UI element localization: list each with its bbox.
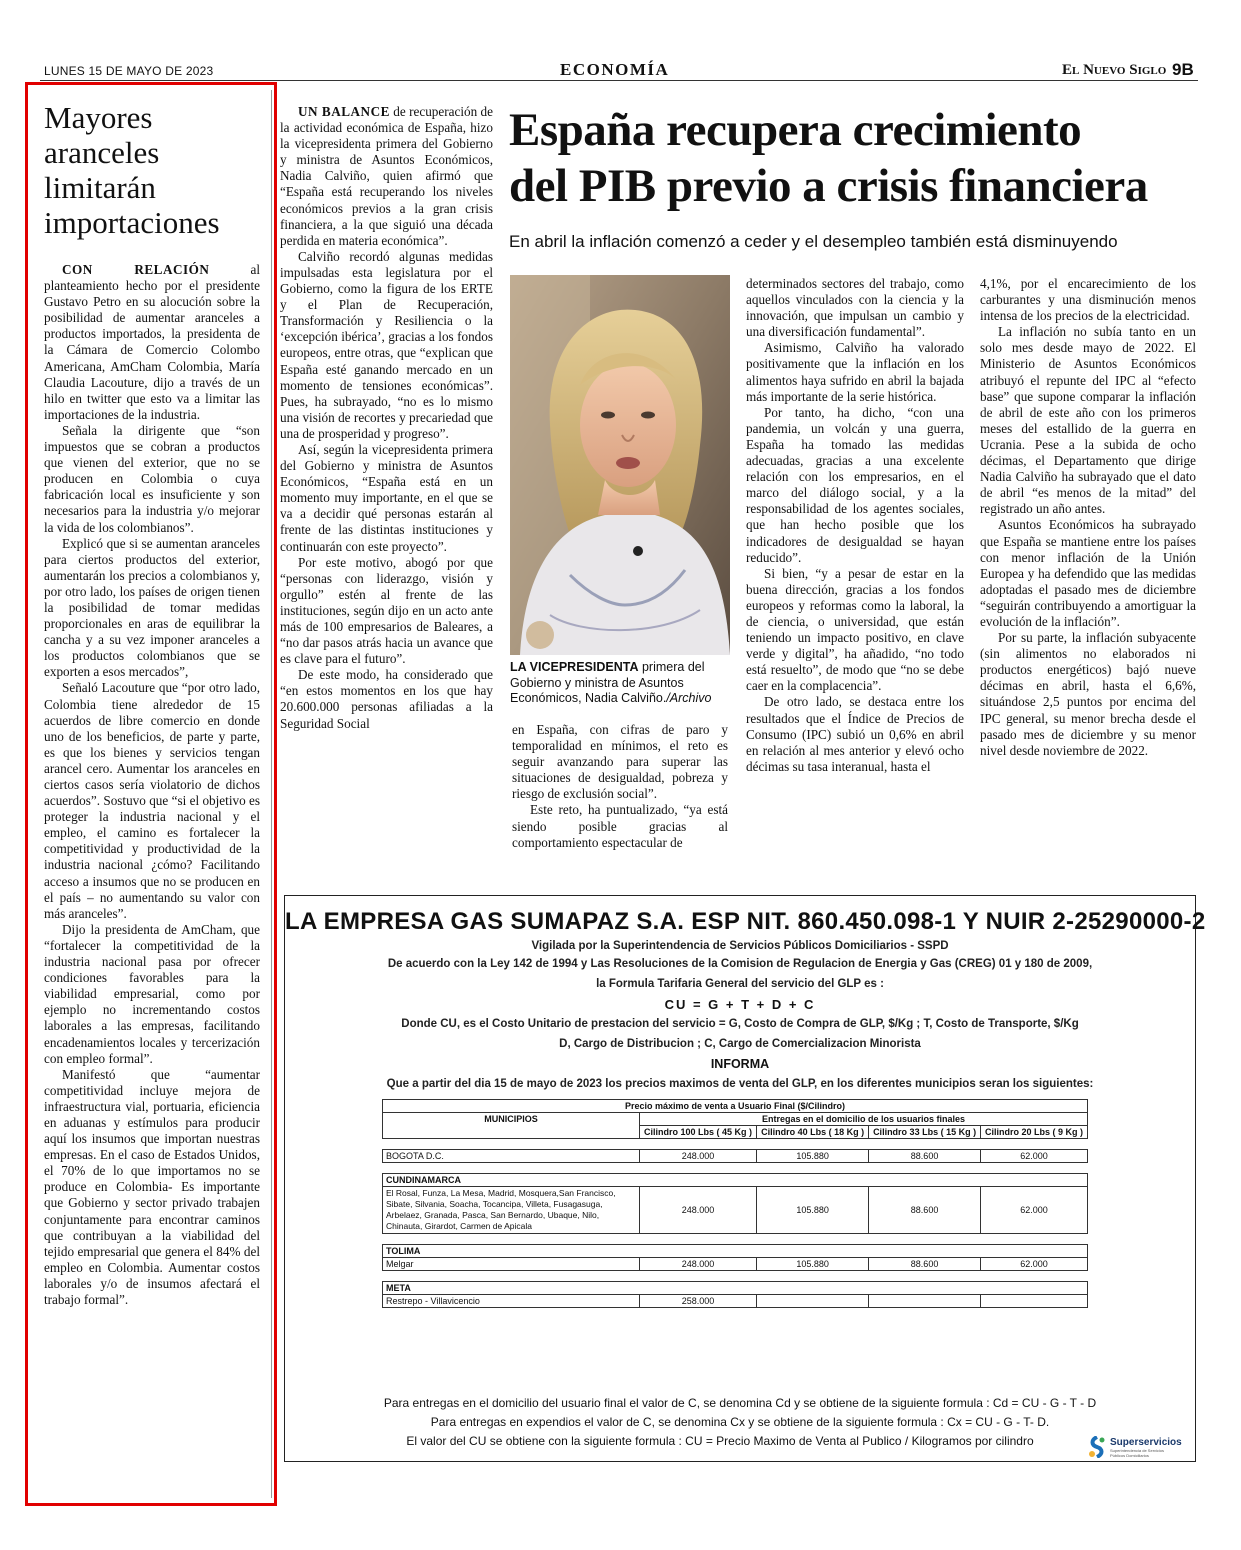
notice-line: la Formula Tarifaria General del servicio del GLP es :: [596, 978, 884, 990]
paragraph: Por su parte, la inflación subyacente (sin alimentos no elaborados ni productos energéticos) bajó nueve décimas en abril, hasta el 6,6%, situándose 2,5 puntos por encima del IPC general, su menor brecha desde el pasado mes de diciembre y su menor nivel desde noviembre de 2022.: [980, 630, 1196, 758]
paragraph: Por este motivo, abogó por que “personas con liderazgo, visión y orgullo” estén al frente de las instituciones, según dijo en un acto ante más de 100 empresarios de Baleares, a “no dar pasos atrás hacia un avance que es clave para el futuro”.: [280, 554, 493, 667]
column-divider: [271, 90, 272, 1498]
price-cell: 258.000: [640, 1295, 757, 1308]
notice-line: Vigilada por la Superintendencia de Servicios Públicos Domiciliarios - SSPD: [531, 940, 949, 952]
price-cell: [981, 1295, 1088, 1308]
caption-bold: LA VICEPRESIDENTA: [510, 660, 639, 674]
vicepresident-photo: [510, 275, 730, 655]
paragraph-text: al planteamiento hecho por el presidente Gustavo Petro en su alocución sobre la posibilidad de aumentar aranceles a productos importados, la presidenta de la Cámara de Comercio Colombo Americana, AmCham Colombia, María Claudia Lacouture, dijo a través de un hilo en twitter que esto va a limitar las importaciones de la industria.: [44, 262, 260, 422]
main-article-column-3: [746, 276, 964, 775]
logo-name: Superservicios: [1110, 1436, 1182, 1448]
informa-heading: INFORMA: [710, 1057, 770, 1071]
department-header: CUNDINAMARCA: [383, 1174, 1088, 1187]
price-cell: [869, 1295, 981, 1308]
notice-title: LA EMPRESA GAS SUMAPAZ S.A. ESP NIT. 860.450.098-1 Y NUIR 2-25290000-2: [285, 908, 1206, 935]
side-article-body: [44, 262, 260, 1308]
column-header-municipios: MUNICIPIOS: [383, 1113, 640, 1139]
table-row: [383, 1295, 1088, 1308]
paragraph: Señala la dirigente que “son impuestos que se cobran a productos que vienen del exterior, que no se producen en Colombia o cuya fabricación local es insuficiente y son necesarios para la industria y/o mejorar la vida de los colombianos”.: [44, 422, 260, 535]
paragraph: Explicó que si se aumentan aranceles para ciertos productos del exterior, aumentarán los precios a colombianos y, por otro lado, los países de origen tienen la posibilidad de tomar medidas proporcionales en aras de equilibrar la cancha y a su vez imponer aranceles a los productos colombianos que se exporten a esos mercados”,: [44, 535, 260, 680]
paragraph: determinados sectores del trabajo, como aquellos vinculados con la ciencia y la innovación, que impulsan un cambio y una diversificación fundamental”.: [746, 276, 964, 340]
title-line: importaciones: [44, 205, 220, 240]
table-caption: Precio máximo de venta a Usuario Final ($/Cilindro): [383, 1100, 1088, 1113]
municipio-cell: BOGOTA D.C.: [383, 1150, 640, 1163]
paragraph: Por tanto, ha dicho, “con una pandemia, un volcán y una guerra, España ha tomado las medidas adecuadas, gracias a una excelente relación con los empresarios, en el marco del diálogo social, y a la responsabilidad de los agentes sociales, que han hecho posible que los indicadores de desigualdad se hayan reducido”.: [746, 404, 964, 565]
paragraph: 4,1%, por el encarecimiento de los carburantes y una disminución menos intensa de los precios de la electricidad.: [980, 276, 1196, 324]
header-date: LUNES 15 DE MAYO DE 2023: [44, 64, 214, 78]
paragraph: De otro lado, se destaca entre los resultados que el Índice de Precios de Consumo (IPC) subió un 0,6% en abril en relación al mes anterior y elevó ocho décimas su tasa interanual, hasta el: [746, 694, 964, 774]
title-line: Mayores: [44, 100, 153, 135]
column-header: Cilindro 100 Lbs ( 45 Kg ): [640, 1126, 757, 1139]
price-cell: 88.600: [869, 1258, 981, 1271]
lead-in: CON RELACIÓN: [62, 262, 210, 277]
price-cell: 62.000: [981, 1150, 1088, 1163]
paragraph: [44, 262, 260, 423]
header-rule: [40, 80, 1198, 81]
price-cell: 248.000: [640, 1258, 757, 1271]
department-header: TOLIMA: [383, 1245, 1088, 1258]
title-line: aranceles: [44, 135, 160, 170]
column-header: Cilindro 20 Lbs ( 9 Kg ): [981, 1126, 1088, 1139]
municipio-cell: Melgar: [383, 1258, 640, 1271]
definition-line: D, Cargo de Distribucion ; C, Cargo de Comercializacion Minorista: [559, 1038, 921, 1050]
headline-line: del PIB previo a crisis financiera: [509, 160, 1148, 212]
price-cell: 88.600: [869, 1187, 981, 1234]
main-headline: [509, 102, 1199, 214]
paragraph: La inflación no subía tanto en un solo mes desde mayo de 2022. El Ministerio de Asuntos Económicos atribuyó el repunte del IPC al “efecto base” que supone comparar la inflación de abril de este año con los primeros meses del estallido de la guerra en Ucrania. Pese a la subida de ocho décimas, el Departamento que dirige Nadia Calviño ha subrayado que el dato de abril “es menos de la mitad” del registrado un año antes.: [980, 324, 1196, 517]
superservicios-logo: [1088, 1436, 1182, 1458]
paragraph: en España, con cifras de paro y temporalidad en mínimos, el reto es seguir avanzando para superar las situaciones de desigualdad, pobreza y riesgo de exclusión social”.: [512, 722, 728, 802]
price-cell: 88.600: [869, 1150, 981, 1163]
municipio-cell: Restrepo - Villavicencio: [383, 1295, 640, 1308]
price-cell: 105.880: [757, 1150, 869, 1163]
paragraph: Calviño recordó algunas medidas impulsadas esta legislatura por el Gobierno, como la figura de los ERTE y el Plan de Recuperación, Transformación y Resiliencia o la ‘excepción ibérica’, gracias a los fondos europeos, entre otras, que “explican que España esté ganando mercado en un momento de tensiones económicas”. Pues, ha subrayado, “no es lo mismo una visión de recortes y precariedad que una de prosperidad y progreso”.: [280, 248, 493, 441]
paragraph: Dijo la presidenta de AmCham, que “fortalecer la competitividad de la industria nacional pasa por ofrecer condiciones favorables para la viabilidad empresarial, como por ejemplo no incrementando costos laborales a las empresas, facilitando encadenamientos locales y tercerización con empleo formal”.: [44, 921, 260, 1066]
logo-subtitle: Superintendencia de Servicios Públicos Domiciliarios: [1110, 1447, 1165, 1458]
table-row: [383, 1258, 1088, 1271]
definition-line: Donde CU, es el Costo Unitario de prestacion del servicio = G, Costo de Compra de GLP, $/Kg ; T, Costo de Transporte, $/Kg: [401, 1018, 1079, 1030]
paragraph: Asuntos Económicos ha subrayado que España se mantiene entre los países con menor inflación de la Unión Europea y ha defendido que las medidas adoptadas el pasado mes de diciembre “seguirán contribuyendo a amortiguar la evolución de la inflación”.: [980, 517, 1196, 629]
footnote: El valor del CU se obtiene con la siguiente formula : CU = Precio Maximo de Venta al Publico / Kilogramos por cilindro: [406, 1434, 1034, 1448]
paragraph: Manifestó que “aumentar competitividad incluye mejora de infraestructura vial, portuaria, eficiencia en aduanas y estímulos para producir aquí los insumos que importan nuestras empresas. En el caso de Estados Unidos, el 70% de lo que importamos no se produce en Colombia- Es importante que Gobierno y sector privado trabajen conjuntamente para encontrar caminos que contribuyan a la viabilidad del tejido empresarial que genera el 84% del empleo en Colombia. Aumentar costos laborales y/o de insumos afectará el trabajo formal”.: [44, 1066, 260, 1307]
paragraph: Si bien, “y a pesar de estar en la buena dirección, gracias a los fondos europeos y reformas como la laboral, la de ciencia, o universidad, que están teniendo un impacto positivo, en clave verde y digital”, ha añadido, “no todo está resuelto”, de modo que “no se debe caer en la complacencia”.: [746, 565, 964, 694]
portrait-illustration: [510, 275, 730, 655]
lead-in: UN BALANCE: [298, 104, 390, 119]
notice-line: De acuerdo con la Ley 142 de 1994 y Las Resoluciones de la Comision de Regulacion de Energia y Gas (CREG) 01 y 180 de 2009,: [387, 958, 1093, 970]
table-row: [383, 1187, 1088, 1234]
paragraph: Señaló Lacouture que “por otro lado, Colombia tiene alrededor de 15 acuerdos de libre comercio en donde uno de los beneficios, de parte y parte, es que los bienes y servicios tengan arancel cero. Aumentar los aranceles en ciertos casos sería violatorio de dichos acuerdos”. Sostuvo que “si el objetivo es proteger la industria nacional y el empleo, el camino es fortalecer la competitividad y productividad de la industria nacional ¿cómo? Facilitando acceso a insumos que no se producen en el país – no aumentando su valor con más aranceles”.: [44, 680, 260, 921]
department-header: META: [383, 1282, 1088, 1295]
price-cell: 62.000: [981, 1187, 1088, 1234]
paragraph: De este modo, ha considerado que “en estos momentos en los que hay 20.600.000 personas afiliadas a la Seguridad Social: [280, 667, 493, 731]
price-cell: 105.880: [757, 1187, 869, 1234]
gas-price-notice: [284, 895, 1206, 1462]
title-line: limitarán: [44, 170, 156, 205]
paragraph: Así, según la vicepresidenta primera del Gobierno y ministra de Asuntos Económicos, “España está en un momento muy importante, en el que se va a decidir qué personas estarán al frente de las distintas instituciones y continuarán con este proyecto”.: [280, 441, 493, 554]
table-row: [383, 1150, 1088, 1163]
price-table: [382, 1099, 1088, 1308]
price-cell: 248.000: [640, 1187, 757, 1234]
header-paper-name: El Nuevo Siglo: [1062, 62, 1167, 78]
footnote: Para entregas en expendios el valor de C, se denomina Cx y se obtiene de la siguiente formula : Cx = CU - G - T- D.: [430, 1415, 1050, 1429]
footnote: Para entregas en el domicilio del usuario final el valor de C, se denomina Cd y se obtiene de la siguiente formula : Cd = CU - G - T - D: [383, 1396, 1097, 1410]
header-section: ECONOMÍA: [560, 60, 670, 79]
municipio-cell: El Rosal, Funza, La Mesa, Madrid, Mosquera,San Francisco, Sibate, Silvania, Soacha, Tocancipa, Villeta, Fusagasuga, Arbelaez, Granada, Pasca, San Bernardo, Ubaque, Nilo, Chinauta, Girardot, Carmen de Apicala: [383, 1187, 640, 1234]
price-cell: 248.000: [640, 1150, 757, 1163]
photo-caption: [510, 660, 730, 707]
paragraph: Este reto, ha puntualizado, “ya está siendo posible gracias al comportamiento espectacular de: [512, 802, 728, 850]
paragraph-text: de recuperación de la actividad económica de España, hizo la vicepresidenta primera del Gobierno y ministra de Asuntos Económicos, Nadia Calviño, quien afirmó que “España está recuperando los niveles económicos previos a la gran crisis financiera, a la que siguió una década perdida en materia económica”.: [280, 104, 494, 248]
column-group-header: Entregas en el domicilio de los usuarios finales: [640, 1113, 1088, 1126]
notice-intro: Que a partir del dia 15 de mayo de 2023 los precios maximos de venta del GLP, en los diferentes municipios seran los siguientes:: [386, 1078, 1094, 1090]
column-header: Cilindro 40 Lbs ( 18 Kg ): [757, 1126, 869, 1139]
main-article-column-1: [280, 104, 493, 732]
price-cell: 105.880: [757, 1258, 869, 1271]
headline-line: España recupera crecimiento: [509, 104, 1082, 156]
column-header: Cilindro 33 Lbs ( 15 Kg ): [869, 1126, 981, 1139]
header-page-number: 9B: [1172, 60, 1194, 79]
price-cell: 62.000: [981, 1258, 1088, 1271]
side-article-title: [44, 100, 260, 240]
superservicios-logo-icon: [1088, 1436, 1106, 1458]
paragraph: Asimismo, Calviño ha valorado positivamente que la inflación en los alimentos haya sufrido en abril la bajada más importante de la serie histórica.: [746, 340, 964, 404]
price-cell: [757, 1295, 869, 1308]
main-article-column-2: [512, 722, 728, 851]
tariff-formula: CU = G + T + D + C: [664, 997, 816, 1012]
caption-credit: /Archivo: [666, 691, 712, 705]
paragraph: [280, 104, 493, 249]
main-subheadline: En abril la inflación comenzó a ceder y el desempleo también está disminuyendo: [509, 232, 1118, 251]
main-article-column-4: [980, 276, 1196, 759]
caption-text: primera del Gobierno y ministra de Asuntos Económicos, Nadia Calviño.: [510, 660, 705, 705]
